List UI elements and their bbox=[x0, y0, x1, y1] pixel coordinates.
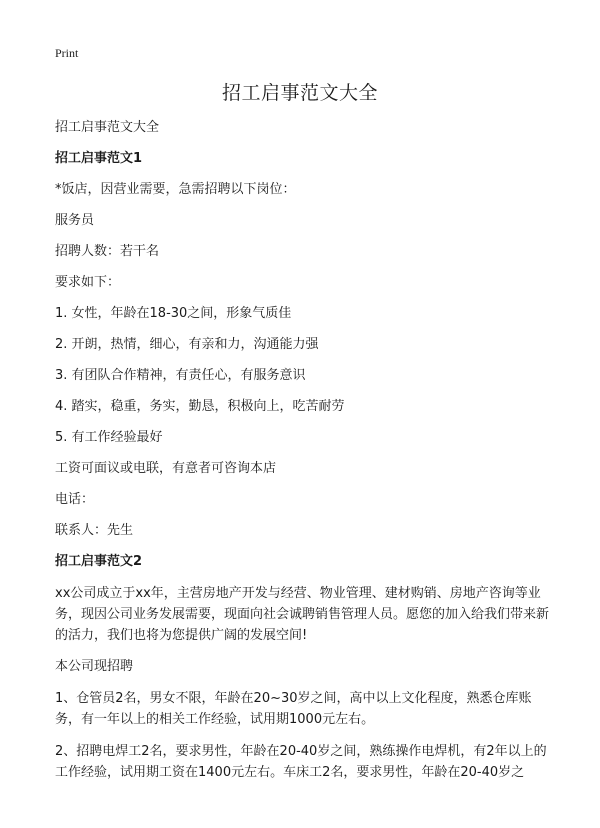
section1-line: 要求如下： bbox=[55, 275, 121, 290]
section2-paragraph: 2、招聘电焊工2名，要求男性，年龄在20-40岁之间，熟练操作电焊机，有2年以上的工作经验，试用期工资在1400元左右。车床工2名，要求男性，年龄在20-40岁之 bbox=[55, 744, 547, 780]
section2-paragraph: xx公司成立于xx年，主营房地产开发与经营、物业管理、建材购销、房地产咨询等业务，现因公司业务发展需要，现面向社会诚聘销售管理人员。愿您的加入给我们带来新的活力，我们也将为您提供广阔的发展空间! bbox=[55, 586, 550, 643]
intro-line: 招工启事范文大全 bbox=[55, 120, 160, 135]
requirement-item: 2. 开朗，热情，细心，有亲和力，沟通能力强 bbox=[55, 337, 319, 352]
section2-heading: 招工启事范文2 bbox=[55, 554, 143, 569]
section1-line: *饭店，因营业需要，急需招聘以下岗位： bbox=[55, 182, 296, 197]
section1-heading: 招工启事范文1 bbox=[55, 151, 143, 166]
requirement-item: 3. 有团队合作精神，有责任心，有服务意识 bbox=[55, 368, 306, 383]
section2-paragraph: 本公司现招聘 bbox=[55, 659, 134, 674]
section1-line: 工资可面议或电联，有意者可咨询本店 bbox=[55, 461, 277, 476]
requirement-item: 5. 有工作经验最好 bbox=[55, 430, 163, 445]
phone-line: 电话： bbox=[55, 492, 95, 507]
contact-line: 联系人：先生 bbox=[55, 523, 134, 538]
section1-line: 服务员 bbox=[55, 213, 95, 228]
section1-line: 招聘人数：若干名 bbox=[55, 244, 160, 259]
document-body bbox=[55, 118, 553, 783]
print-label: Print bbox=[55, 46, 79, 60]
section2-paragraph: 1、仓管员2名，男女不限，年龄在20~30岁之间，高中以上文化程度，熟悉仓库账务，有一年以上的相关工作经验，试用期1000元左右。 bbox=[55, 691, 532, 727]
requirement-item: 1. 女性，年龄在18-30之间，形象气质佳 bbox=[55, 306, 292, 321]
requirement-item: 4. 踏实，稳重，务实，勤恳，积极向上，吃苦耐劳 bbox=[55, 399, 345, 414]
document-title: 招工启事范文大全 bbox=[221, 82, 378, 104]
